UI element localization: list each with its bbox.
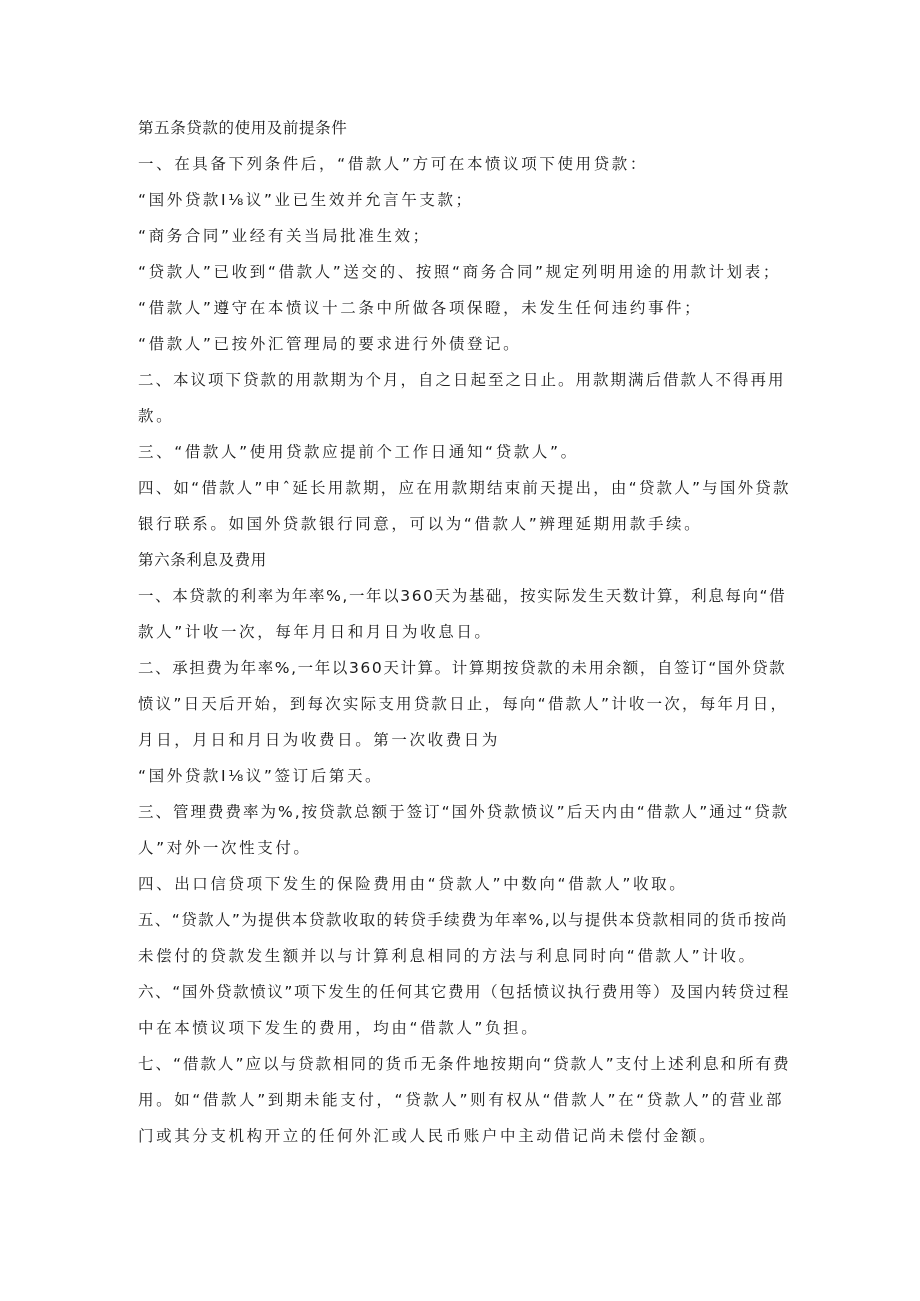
condition-debt-registration: “借款人”已按外汇管理局的要求进行外债登记。 xyxy=(138,335,522,353)
article-6-clause-4: 四、出口信贷项下发生的保险费用由“贷款人”中数向“借款人”收取。 xyxy=(138,875,688,893)
article-6-clause-2: 二、承担费为年率%,一年以360天计算。计算期按贷款的未用余额，自签订“国外贷款 xyxy=(138,659,787,677)
article-6-clause-6-cont: 中在本愤议项下发生的费用，均由“借款人”负担。 xyxy=(138,1019,540,1037)
article-5-clause-2: 二、本议项下贷款的用款期为个月，自之日起至之日止。用款期满后借款人不得再用 xyxy=(138,371,786,389)
article-5-clause-2-cont: 款。 xyxy=(138,407,175,425)
article-6-clause-2-cont-3: “国外贷款Ⅰ⅛议”签订后第天。 xyxy=(138,767,384,785)
article-6-clause-6: 六、“国外贷款愤议”项下发生的任何其它费用（包括愤议执行费用等）及国内转贷过程 xyxy=(138,983,790,1001)
article-6-clause-2-cont-1: 愤议”日天后开始，到每次实际支用贷款日止，每向“借款人”计收一次，每年月日， xyxy=(138,695,789,713)
condition-warranties: “借款人”遵守在本愤议十二条中所做各项保瞪，未发生任何违约事件； xyxy=(138,299,703,317)
article-6-clause-2-cont-2: 月日，月日和月日为收费日。第一次收费日为 xyxy=(138,731,501,749)
condition-loan-agreement: “国外贷款Ⅰ⅛议”业已生效并允言午支款； xyxy=(138,191,474,209)
article-5-clause-4-cont: 银行联系。如国外贷款银行同意，可以为“借款人”辨理延期用款手续。 xyxy=(138,515,703,533)
article-6-clause-1-cont: 款人”计收一次，每年月日和月日为收息日。 xyxy=(138,623,493,641)
article-6-clause-7-cont-2: 门或其分支机构开立的任何外汇或人民币账户中主动借记尚未偿付金额。 xyxy=(138,1127,718,1145)
condition-commercial-contract: “商务合同”业经有关当局批准生效； xyxy=(138,227,431,245)
article-6-clause-5: 五、“贷款人”为提供本贷款收取的转贷手续费为年率%,以与提供本贷款相同的货币按尚 xyxy=(138,911,788,929)
article-6-clause-1: 一、本贷款的利率为年率%,一年以360天为基础，按实际发生天数计算，利息每向“借 xyxy=(138,587,787,605)
article-6-clause-3-cont: 人”对外一次性支付。 xyxy=(138,839,312,857)
article-5-clause-3: 三、“借款人”使用贷款应提前个工作日通知“贷款人”。 xyxy=(138,443,579,461)
article-6-clause-7: 七、“借款人”应以与贷款相同的货币无条件地按期向“贷款人”支付上述利息和所有费 xyxy=(138,1055,791,1073)
article-5-clause-4: 四、如“借款人”申ˆ延长用款期，应在用款期结束前天提出，由“贷款人”与国外贷款 xyxy=(138,479,791,497)
article-6-clause-5-cont: 未偿付的贷款发生额并以与计算利息相同的方法与利息同时向“借款人”计收。 xyxy=(138,947,757,965)
article-6-clause-7-cont-1: 用。如“借款人”到期未能支付，“贷款人”则有权从“借款人”在“贷款人”的营业部 xyxy=(138,1091,785,1109)
article-5-heading: 第五条贷款的使用及前提条件 xyxy=(138,119,348,137)
article-6-heading: 第六条利息及费用 xyxy=(138,551,267,569)
condition-usage-plan: “贷款人”已收到“借款人”送交的、按照“商务合同”规定列明用途的用款计划表； xyxy=(138,263,781,281)
article-5-clause-1: 一、在具备下列条件后，“借款人”方可在本愤议项下使用贷款： xyxy=(138,155,648,173)
article-6-clause-3: 三、管理费费率为%,按贷款总额于签订“国外贷款愤议”后天内由“借款人”通过“贷款 xyxy=(138,803,790,821)
